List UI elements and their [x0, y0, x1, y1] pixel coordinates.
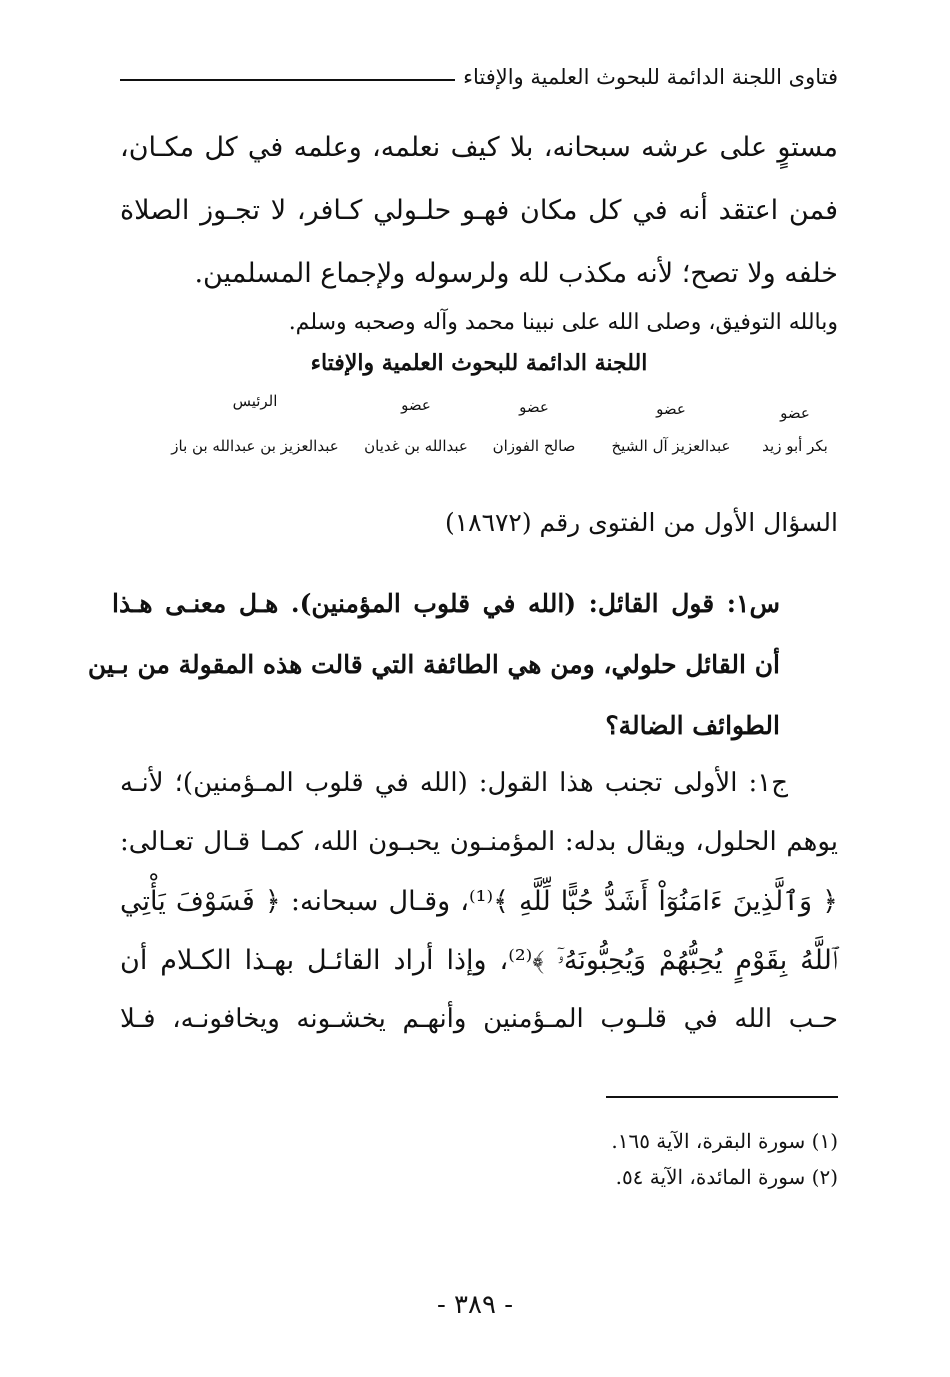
- committee-members: [120, 394, 838, 468]
- member-role: الرئيس: [232, 392, 278, 410]
- member-name: عبدالعزيز آل الشيخ: [611, 437, 731, 455]
- intro-line: فمن اعتقد أنه في كل مكان فهـو حلـولي كـافر، لا تجـوز الصلاة: [120, 195, 838, 226]
- member: [160, 394, 350, 458]
- question-line: الطوائف الضالة؟: [605, 711, 780, 740]
- member-role: عضو: [656, 400, 686, 418]
- member-role: عضو: [519, 398, 549, 416]
- member: [478, 394, 590, 458]
- answer-line: ﴿ وَٱلَّذِينَ ءَامَنُوٓاْ أَشَدُّ حُبًّا لِّلَّهِ ﴾⁽¹⁾، وقـال سبحانه: ﴿ فَسَوْفَ يَأْتِي: [120, 886, 838, 917]
- committee-title: اللجنة الدائمة للبحوث العلمية والإفتاء: [310, 350, 648, 376]
- member-name: عبدالعزيز بن عبدالله بن باز: [171, 437, 339, 455]
- running-header: [120, 62, 838, 92]
- question-line: س١: قول القائل: (الله في قلوب المؤمنين). هـل معنـى هـذا: [112, 589, 780, 618]
- answer-line: يوهم الحلول، ويقال بدله: المؤمنـون يحبـون الله، كمـا قـال تعـالى:: [120, 827, 838, 857]
- member-role: عضو: [780, 404, 810, 422]
- footnote: (١) سورة البقرة، الآية ١٦٥.: [611, 1129, 838, 1153]
- member: [752, 394, 838, 458]
- answer-line: ج١: الأولى تجنب هذا القول: (الله في قلوب المـؤمنين)؛ لأنـه: [120, 768, 788, 798]
- footnotes: [120, 1123, 838, 1195]
- header-rule: [120, 79, 455, 81]
- question-heading: السؤال الأول من الفتوى رقم (١٨٦٧٢): [444, 508, 838, 537]
- footnote: (٢) سورة المائدة، الآية ٥٤.: [615, 1165, 838, 1189]
- member-name: بكر أبو زيد: [762, 437, 828, 455]
- question-line: أن القائل حلولي، ومن هي الطائفة التي قالت هذه المقولة من بـين: [87, 650, 780, 679]
- answer-line: حـب الله في قلـوب المـؤمنين وأنهـم يخشـونه ويخافونـه، فـلا: [120, 1004, 838, 1034]
- member: [596, 394, 746, 458]
- member: [360, 394, 472, 458]
- question-paragraph: [87, 573, 780, 756]
- intro-line: خلفه ولا تصح؛ لأنه مكذب لله ولرسوله ولإجماع المسلمين.: [194, 258, 838, 289]
- member-name: صالح الفوزان: [492, 437, 576, 455]
- closing-line: وبالله التوفيق، وصلى الله على نبينا محمد وآله وصحبه وسلم.: [288, 310, 838, 335]
- intro-paragraph: [120, 116, 838, 305]
- footnote-separator: [606, 1096, 838, 1098]
- answer-paragraph: [120, 754, 838, 1049]
- page-number: - ٣٨٩ -: [436, 1290, 514, 1320]
- member-role: عضو: [401, 396, 431, 414]
- member-name: عبدالله بن غديان: [364, 437, 468, 455]
- intro-line: مستوٍ على عرشه سبحانه، بلا كيف نعلمه، وعلمه في كل مكـان،: [120, 132, 838, 163]
- answer-line: ٱللَّهُ بِقَوْمٍ يُحِبُّهُمْ وَيُحِبُّونَهُۥٓ ﴾⁽²⁾، وإذا أراد القائـل بهـذا الكـلام أن: [120, 945, 838, 976]
- running-title: فتاوى اللجنة الدائمة للبحوث العلمية والإفتاء: [463, 65, 838, 89]
